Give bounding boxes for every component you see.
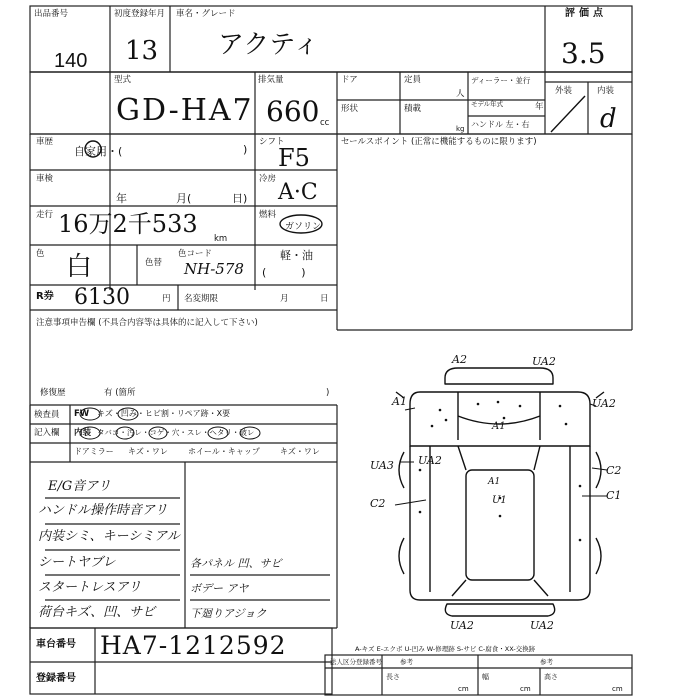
history-close: ) [243, 143, 248, 156]
mark-a1-bed-small: A1 [488, 477, 501, 487]
name-change-day: 日 [320, 294, 329, 304]
fuel-label: 燃料 [259, 210, 277, 220]
load-label: 積載 [404, 104, 422, 114]
mark-c1-right: C1 [606, 489, 622, 502]
note-line-right: 各パネル 凹、サビ [190, 557, 282, 570]
car-name-value: アクティ [218, 30, 320, 60]
inspection-month: 月( [176, 192, 192, 205]
recycle-unit: 円 [162, 294, 171, 304]
legend-fw-items: キズ・凹み・ヒビ割・リペア跡・X要 [97, 409, 231, 418]
legend-wheel-cap: ホイール・キャップ [188, 447, 260, 456]
fuel-value: ガソリン [285, 222, 322, 232]
color-no-label: 色替 [145, 258, 163, 268]
grade-value: 3.5 [561, 37, 606, 70]
mileage-value: 16万2千533 [58, 210, 198, 238]
legend-scratch-crack-2: キズ・ワレ [280, 447, 320, 456]
name-change-label: 名変期限 [184, 294, 219, 304]
legend-interior-label: 内装 [74, 428, 92, 438]
displacement-unit: cc [320, 118, 330, 128]
exterior-label: 外装 [555, 86, 573, 96]
note-line: ハンドル操作時音アリ [38, 503, 168, 518]
legend-fw-label: FW [74, 409, 90, 419]
footer-height-label: 高さ [544, 673, 558, 681]
chassis-number-value: HA7-1212592 [100, 631, 287, 660]
legend-interior-items: タバコ・汚レ・コゲ・穴・スレ・ヘタリ・破レ [97, 428, 255, 437]
model-year-label: モデル年式 [471, 100, 504, 108]
mileage-label: 走行 [36, 210, 54, 220]
car-name-label: 車名・グレード [176, 9, 236, 19]
repair-history-value: 有 (箇所 [104, 388, 136, 398]
lot-number-value: 140 [54, 50, 88, 72]
ac-label: 冷房 [259, 174, 277, 184]
ac-value: A·C [278, 180, 318, 205]
mark-ua3-left: UA3 [370, 459, 394, 472]
model-year-unit: 年 [535, 102, 544, 112]
recycle-value: 6130 [74, 285, 130, 310]
color-code-value: NH-578 [184, 260, 244, 278]
displacement-label: 排気量 [258, 75, 284, 85]
mark-ua2-rear-left: UA2 [450, 619, 474, 632]
color-code-label: 色コード [178, 249, 213, 259]
mark-a1-left-cab: A1 [392, 395, 407, 408]
registration-number-label: 登録番号 [36, 673, 76, 684]
history-value: 自家用・( [74, 145, 123, 158]
inspection-year: 年 [116, 192, 127, 205]
grade-label: 評価点 [565, 8, 607, 19]
note-line: E/G音アリ [48, 479, 111, 494]
handle-label: ハンドル 左・右 [471, 120, 530, 129]
color-value: 白 [66, 252, 93, 282]
model-value: GD-HA7 [116, 93, 254, 128]
first-registration-value: 13 [125, 36, 159, 66]
notes-declaration-label: 注意事項申告欄 (不具合内容等は具体的に記入して下さい) [36, 318, 258, 328]
repair-history-label: 修復歴 [40, 388, 66, 398]
dealer-label: ディーラー・並行 [471, 76, 531, 85]
note-line: シートヤブレ [38, 555, 116, 570]
note-line-right: 下廻りアジョク [190, 607, 267, 620]
name-change-month: 月 [280, 294, 289, 304]
mark-a1-cab-center: A1 [492, 421, 506, 432]
footer-ref-1: 参考 [400, 658, 413, 666]
color-label: 色 [36, 249, 45, 259]
inspection-label: 車検 [36, 174, 54, 184]
lot-number-label: 出品番号 [34, 9, 69, 19]
door-label: ドア [341, 75, 358, 85]
fuel-paren: ( ) [262, 266, 306, 279]
displacement-value: 660 [266, 95, 320, 128]
mark-ua2-front: UA2 [532, 355, 556, 368]
sales-point-label: セールスポイント (正常に機能するものに限ります) [341, 137, 537, 147]
note-line: スタートレスアリ [38, 580, 142, 595]
mark-u1-bed: U1 [492, 495, 507, 506]
recycle-label: R券 [36, 291, 54, 302]
mark-ua2-right-cab: UA2 [592, 397, 616, 410]
entry-label: 記入欄 [34, 428, 60, 438]
mark-c2-right: C2 [606, 464, 622, 477]
interior-label: 内装 [597, 86, 615, 96]
inspection-day: 日) [232, 192, 248, 205]
chassis-number-label: 車台番号 [36, 639, 76, 650]
legend-scratch-crack: キズ・ワレ [128, 447, 168, 456]
capacity-label: 定員 [404, 75, 422, 85]
fuel-light-diesel: 軽・油 [280, 249, 313, 262]
load-unit: kg [456, 125, 465, 133]
inspector-label: 検査員 [34, 410, 60, 420]
footer-ref-2: 参考 [540, 658, 553, 666]
footer-cm-2: cm [520, 685, 531, 693]
legend-door-mirror: ドアミラー [74, 447, 114, 456]
mark-ua2-left: UA2 [418, 454, 442, 467]
mark-c2-left: C2 [370, 497, 386, 510]
note-line-right: ボデー アヤ [190, 582, 249, 595]
mark-a2-front: A2 [452, 353, 467, 366]
repair-history-close: ) [326, 388, 330, 398]
model-label: 型式 [114, 75, 132, 85]
footer-length-label: 長さ [386, 673, 400, 681]
mark-ua2-rear-right: UA2 [530, 619, 554, 632]
note-line: 内装シミ、キーシミアル [38, 529, 180, 544]
footer-cm-1: cm [458, 685, 469, 693]
footer-corp-reg-label: 法人区分登録番号 [330, 658, 382, 666]
footer-width-label: 幅 [482, 673, 489, 681]
capacity-unit: 人 [456, 89, 465, 99]
note-line: 荷台キズ、凹、サビ [38, 605, 156, 620]
interior-grade-value: d [600, 104, 617, 134]
shape-label: 形状 [341, 104, 359, 114]
shift-value: F5 [278, 144, 310, 172]
footer-cm-3: cm [612, 685, 623, 693]
damage-legend: A-キズ E-エクボ U-凹み W-修理跡 S-サビ C-腐食・XX-交換跡 [355, 645, 536, 653]
history-label: 車歴 [36, 137, 54, 147]
first-registration-label: 初度登録年月 [114, 9, 166, 19]
mileage-unit: km [214, 234, 228, 244]
shift-label: シフト [259, 137, 285, 147]
